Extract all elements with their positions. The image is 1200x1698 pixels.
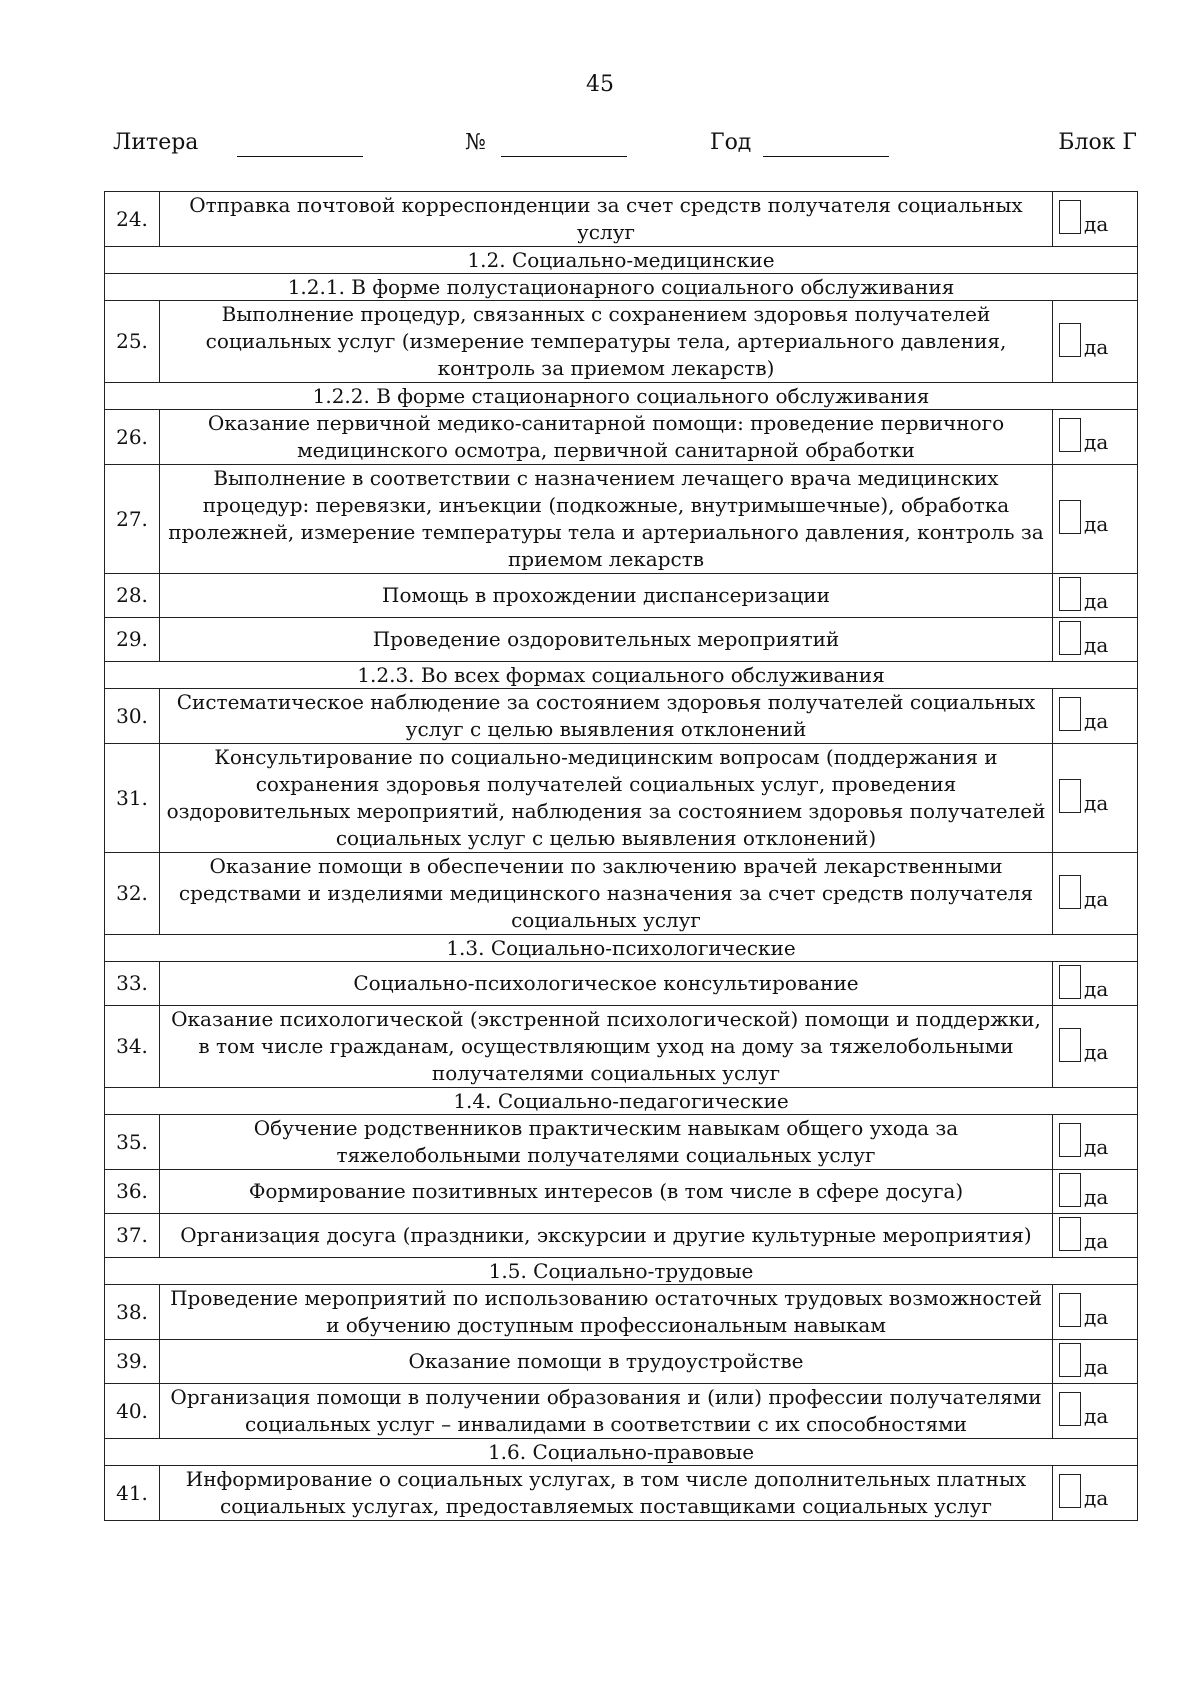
row-number: 34. <box>105 1006 160 1088</box>
service-text: Помощь в прохождении диспансеризации <box>160 574 1053 618</box>
yes-checkbox[interactable] <box>1059 1293 1081 1327</box>
row-number: 38. <box>105 1285 160 1340</box>
yes-checkbox-label: да <box>1084 976 1109 1001</box>
yes-checkbox[interactable] <box>1059 621 1081 655</box>
yes-checkbox-label: да <box>1084 1354 1109 1379</box>
service-text: Социально-психологическое консультирование <box>160 962 1053 1006</box>
checkbox-cell <box>1053 853 1138 935</box>
section-row <box>105 1258 1138 1285</box>
service-row <box>105 1170 1138 1214</box>
section-row <box>105 383 1138 410</box>
service-text: Оказание помощи в обеспечении по заключению врачей лекарственными средствами и изделиями медицинского назначения за счет средств получателя социальных услуг <box>160 853 1053 935</box>
number-field[interactable] <box>501 156 627 157</box>
yes-checkbox[interactable] <box>1059 577 1081 611</box>
row-number: 37. <box>105 1214 160 1258</box>
service-text: Отправка почтовой корреспонденции за счет средств получателя социальных услуг <box>160 192 1053 247</box>
row-number: 30. <box>105 689 160 744</box>
checkbox-cell <box>1053 744 1138 853</box>
yes-checkbox-label: да <box>1084 212 1109 236</box>
section-row <box>105 935 1138 962</box>
row-number: 36. <box>105 1170 160 1214</box>
yes-checkbox[interactable] <box>1059 1217 1081 1251</box>
service-row <box>105 465 1138 574</box>
yes-checkbox-label: да <box>1084 1228 1109 1253</box>
checkbox-wrap <box>1059 1474 1131 1512</box>
checkbox-cell <box>1053 1170 1138 1214</box>
section-title: 1.3. Социально-психологические <box>105 935 1138 962</box>
section-row <box>105 274 1138 301</box>
checkbox-cell <box>1053 1115 1138 1170</box>
checkbox-cell <box>1053 618 1138 662</box>
checkbox-cell <box>1053 1384 1138 1439</box>
yes-checkbox[interactable] <box>1059 1392 1081 1426</box>
checkbox-cell <box>1053 574 1138 618</box>
row-number: 24. <box>105 192 160 247</box>
checkbox-cell <box>1053 689 1138 744</box>
checkbox-cell <box>1053 1214 1138 1258</box>
service-row <box>105 689 1138 744</box>
page-number: 45 <box>586 72 614 97</box>
service-text: Формирование позитивных интересов (в том числе в сфере досуга) <box>160 1170 1053 1214</box>
service-row <box>105 1340 1138 1384</box>
yes-checkbox-label: да <box>1084 1404 1109 1428</box>
service-text: Выполнение в соответствии с назначением лечащего врача медицинских процедур: перевязки, инъекции (подкожные, внутримышечные), обработка пролежней, измерение температуры тела и артериального давления, контроль за приемом лекарств <box>160 465 1053 574</box>
service-row <box>105 410 1138 465</box>
service-text: Систематическое наблюдение за состоянием здоровья получателей социальных услуг с целью выявления отклонений <box>160 689 1053 744</box>
yes-checkbox[interactable] <box>1059 875 1081 909</box>
yes-checkbox-label: да <box>1084 334 1109 359</box>
service-text: Организация досуга (праздники, экскурсии и другие культурные мероприятия) <box>160 1214 1053 1258</box>
section-title: 1.2.2. В форме стационарного социального обслуживания <box>105 383 1138 410</box>
service-row <box>105 192 1138 247</box>
section-row <box>105 1088 1138 1115</box>
yes-checkbox-label: да <box>1084 709 1109 733</box>
yes-checkbox[interactable] <box>1059 779 1081 813</box>
service-row <box>105 744 1138 853</box>
section-row <box>105 247 1138 274</box>
service-row <box>105 1115 1138 1170</box>
yes-checkbox-label: да <box>1084 632 1109 657</box>
row-number: 27. <box>105 465 160 574</box>
yes-checkbox-label: да <box>1084 791 1109 815</box>
checkbox-wrap <box>1059 200 1131 238</box>
service-row <box>105 574 1138 618</box>
service-text: Оказание психологической (экстренной психологической) помощи и поддержки, в том числе гражданам, осуществляющим уход на дому за тяжелобольными получателями социальных услуг <box>160 1006 1053 1088</box>
yes-checkbox-label: да <box>1084 430 1109 454</box>
yes-checkbox[interactable] <box>1059 323 1081 357</box>
yes-checkbox[interactable] <box>1059 200 1081 234</box>
checkbox-wrap <box>1059 1123 1131 1161</box>
yes-checkbox[interactable] <box>1059 418 1081 452</box>
section-title: 1.2. Социально-медицинские <box>105 247 1138 274</box>
checkbox-wrap <box>1059 1028 1131 1066</box>
yes-checkbox[interactable] <box>1059 697 1081 731</box>
year-field[interactable] <box>763 156 889 157</box>
service-row <box>105 618 1138 662</box>
yes-checkbox-label: да <box>1084 512 1109 536</box>
service-row <box>105 1214 1138 1258</box>
service-row <box>105 1466 1138 1521</box>
service-text: Оказание помощи в трудоустройстве <box>160 1340 1053 1384</box>
row-number: 31. <box>105 744 160 853</box>
service-text: Обучение родственников практическим навыкам общего ухода за тяжелобольными получателями социальных услуг <box>160 1115 1053 1170</box>
yes-checkbox[interactable] <box>1059 1474 1081 1508</box>
row-number: 33. <box>105 962 160 1006</box>
yes-checkbox-label: да <box>1084 1135 1109 1159</box>
checkbox-wrap <box>1059 577 1131 615</box>
service-text: Организация помощи в получении образования и (или) профессии получателями социальных услуг – инвалидами в соответствии с их способностями <box>160 1384 1053 1439</box>
checkbox-wrap <box>1059 779 1131 817</box>
checkbox-wrap <box>1059 323 1131 361</box>
row-number: 28. <box>105 574 160 618</box>
yes-checkbox-label: да <box>1084 1305 1109 1329</box>
section-title: 1.2.3. Во всех формах социального обслуживания <box>105 662 1138 689</box>
service-text: Проведение оздоровительных мероприятий <box>160 618 1053 662</box>
row-number: 41. <box>105 1466 160 1521</box>
yes-checkbox-label: да <box>1084 588 1109 613</box>
litera-label: Литера <box>113 130 199 155</box>
row-number: 25. <box>105 301 160 383</box>
section-title: 1.4. Социально-педагогические <box>105 1088 1138 1115</box>
checkbox-wrap <box>1059 418 1131 456</box>
checkbox-wrap <box>1059 697 1131 735</box>
form-header <box>113 130 1137 160</box>
yes-checkbox[interactable] <box>1059 1123 1081 1157</box>
checkbox-cell <box>1053 410 1138 465</box>
litera-field[interactable] <box>237 156 363 157</box>
checkbox-cell <box>1053 1466 1138 1521</box>
row-number: 35. <box>105 1115 160 1170</box>
checkbox-wrap <box>1059 1173 1131 1211</box>
checkbox-wrap <box>1059 621 1131 659</box>
section-row <box>105 1439 1138 1466</box>
section-title: 1.5. Социально-трудовые <box>105 1258 1138 1285</box>
checkbox-cell <box>1053 465 1138 574</box>
service-row <box>105 962 1138 1006</box>
service-text: Проведение мероприятий по использованию остаточных трудовых возможностей и обучению доступным профессиональным навыкам <box>160 1285 1053 1340</box>
checkbox-cell <box>1053 1006 1138 1088</box>
service-row <box>105 1384 1138 1439</box>
checkbox-wrap <box>1059 965 1131 1003</box>
service-text: Оказание первичной медико-санитарной помощи: проведение первичного медицинского осмотра, первичной санитарной обработки <box>160 410 1053 465</box>
section-row <box>105 662 1138 689</box>
service-row <box>105 301 1138 383</box>
yes-checkbox[interactable] <box>1059 1173 1081 1207</box>
yes-checkbox[interactable] <box>1059 1028 1081 1062</box>
yes-checkbox-label: да <box>1084 1039 1109 1064</box>
checkbox-wrap <box>1059 1343 1131 1381</box>
checkbox-cell <box>1053 301 1138 383</box>
yes-checkbox[interactable] <box>1059 500 1081 534</box>
row-number: 32. <box>105 853 160 935</box>
section-title: 1.2.1. В форме полустационарного социального обслуживания <box>105 274 1138 301</box>
checkbox-wrap <box>1059 1392 1131 1430</box>
yes-checkbox-label: да <box>1084 886 1109 911</box>
yes-checkbox-label: да <box>1084 1184 1109 1209</box>
row-number: 39. <box>105 1340 160 1384</box>
service-row <box>105 1006 1138 1088</box>
service-text: Консультирование по социально-медицинским вопросам (поддержания и сохранения здоровья получателей социальных услуг, проведения оздоровительных мероприятий, наблюдения за состоянием здоровья получателей социальных услуг с целью выявления отклонений) <box>160 744 1053 853</box>
checkbox-cell <box>1053 1285 1138 1340</box>
year-label: Год <box>710 130 752 155</box>
checkbox-cell <box>1053 1340 1138 1384</box>
block-label: Блок Г <box>1058 130 1137 155</box>
row-number: 29. <box>105 618 160 662</box>
row-number: 26. <box>105 410 160 465</box>
row-number: 40. <box>105 1384 160 1439</box>
services-table <box>104 191 1138 1521</box>
service-text: Выполнение процедур, связанных с сохранением здоровья получателей социальных услуг (измерение температуры тела, артериального давления, контроль за приемом лекарств) <box>160 301 1053 383</box>
service-row <box>105 853 1138 935</box>
service-text: Информирование о социальных услугах, в том числе дополнительных платных социальных услугах, предоставляемых поставщиками социальных услуг <box>160 1466 1053 1521</box>
number-label: № <box>465 130 486 155</box>
section-title: 1.6. Социально-правовые <box>105 1439 1138 1466</box>
checkbox-wrap <box>1059 1217 1131 1255</box>
yes-checkbox[interactable] <box>1059 965 1081 999</box>
checkbox-cell <box>1053 962 1138 1006</box>
service-row <box>105 1285 1138 1340</box>
yes-checkbox-label: да <box>1084 1486 1109 1510</box>
checkbox-wrap <box>1059 875 1131 913</box>
yes-checkbox[interactable] <box>1059 1343 1081 1377</box>
checkbox-wrap <box>1059 500 1131 538</box>
checkbox-cell <box>1053 192 1138 247</box>
checkbox-wrap <box>1059 1293 1131 1331</box>
